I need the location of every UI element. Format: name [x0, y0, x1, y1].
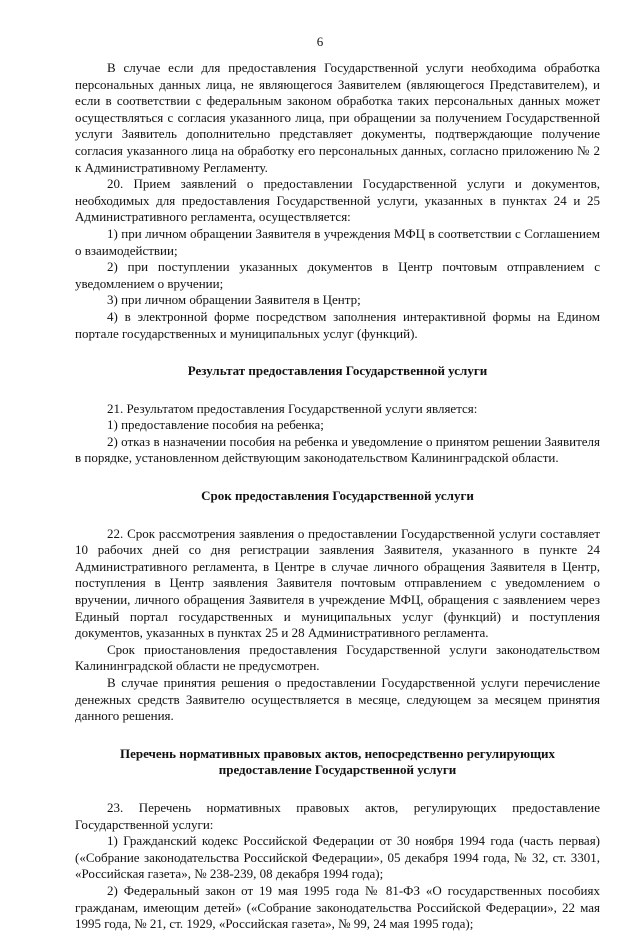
list-item-23-1: 1) Гражданский кодекс Российской Федерации от 30 ноября 1994 года (часть первая) («Собрание законодательства Российской Федерации», 05 декабря 1994 года, № 32, ст. 3301, «Российская газета», № 238-239, 08 декабря 1994 года); [75, 833, 600, 882]
paragraph-suspension: Срок приостановления предоставления Государственной услуги законодательством Калининградской области не предусмотрен. [75, 641, 600, 674]
heading-term: Срок предоставления Государственной услуги [201, 488, 474, 504]
heading-result: Результат предоставления Государственной услуги [187, 363, 488, 379]
paragraph-21: 21. Результатом предоставления Государственной услуги является: [107, 400, 478, 416]
list-item-21-1: 1) предоставление пособия на ребенка; [107, 417, 324, 433]
list-item-20-4: 4) в электронной форме посредством заполнения интерактивной формы на Едином портале государственных и муниципальных услуг (функций). [75, 308, 600, 341]
paragraph-personal-data: В случае если для предоставления Государственной услуги необходима обработка персональных данных лица, не являющегося Заявителем (являющегося Представителем), и если в соответствии с федеральным законом обработка таких персональных данных может осуществляться с согласия указанного лица, при обращении за получением Государственной услуги Заявитель дополнительно представляет документы, подтверждающие получение согласия указанного лица на обработку его персональных данных, согласно приложению № 2 к Административному Регламенту. [75, 60, 600, 175]
page-content [75, 60, 600, 933]
list-item-20-1: 1) при личном обращении Заявителя в учреждения МФЦ в соответствии с Соглашением о взаимодействии; [75, 225, 600, 258]
paragraph-20: 20. Прием заявлений о предоставлении Государственной услуги и документов, необходимых для предоставления Государственной услуги, указанных в пунктах 24 и 25 Административного регламента, осуществляется: [75, 176, 600, 225]
list-item-20-2: 2) при поступлении указанных документов в Центр почтовым отправлением с уведомлением о вручении; [75, 259, 600, 291]
paragraph-23: 23. Перечень нормативных правовых актов, регулирующих предоставление Государственной услуги: [75, 799, 600, 832]
heading-acts-line2: предоставление Государственной услуги [218, 762, 457, 778]
list-item-20-3: 3) при личном обращении Заявителя в Центр; [107, 292, 361, 308]
heading-acts-line1: Перечень нормативных правовых актов, непосредственно регулирующих [119, 745, 556, 761]
list-item-21-2: 2) отказ в назначении пособия на ребенка и уведомление о принятом решении Заявителя в порядке, установленном действующим законодательством Калининградской области. [75, 433, 600, 466]
page-number: 6 [316, 34, 324, 49]
paragraph-transfer: В случае принятия решения о предоставлении Государственной услуги перечисление денежных средств Заявителю осуществляется в месяце, следующем за месяцем принятия данного решения. [75, 675, 600, 724]
paragraph-22: 22. Срок рассмотрения заявления о предоставлении Государственной услуги составляет 10 рабочих дней со дня регистрации заявления Заявителя, указанного в пункте 24 Административного регламента, в Центре в случае личного обращения Заявителя в Центр, поступления в Центр заявления Заявителя почтовым отправлением с уведомлением о вручении, личного обращения Заявителя в учреждение МФЦ, обращения с заявлением через Единый портал государственных и муниципальных услуг (функций) и поступления документов, указанных в пунктах 25 и 28 Административного регламента. [75, 525, 600, 641]
list-item-23-2: 2) Федеральный закон от 19 мая 1995 года № 81-ФЗ «О государственных пособиях гражданам, имеющим детей» («Собрание законодательства Российской Федерации», 22 мая 1995 года, № 21, ст. 1929, «Российская газета», № 99, 24 мая 1995 года); [75, 882, 600, 932]
